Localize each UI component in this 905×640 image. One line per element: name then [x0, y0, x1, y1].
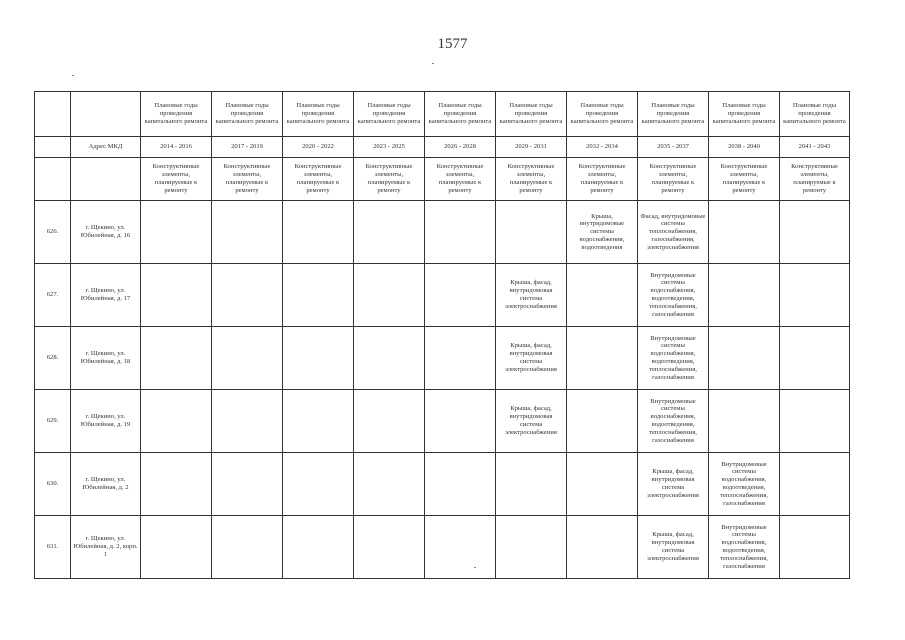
row-period-cell [567, 390, 638, 453]
header-address-cell [71, 158, 141, 201]
header-address-label: Адрес МКД [71, 137, 141, 158]
row-period-cell [212, 390, 283, 453]
row-period-cell: Крыша, внутридомовые системы водоснабжения, водоотведения [567, 201, 638, 264]
row-period-cell [425, 390, 496, 453]
row-period-cell [283, 516, 354, 579]
row-period-cell [212, 327, 283, 390]
row-period-cell: Крыша, фасад, внутридомовая система электроснабжения [496, 264, 567, 327]
row-period-cell [141, 201, 212, 264]
row-period-cell [425, 264, 496, 327]
row-period-cell [425, 327, 496, 390]
header-period: 2017 - 2019 [212, 137, 283, 158]
header-planned-years: Плановые годы проведения капитального ремонта [283, 92, 354, 137]
header-elements: Конструктивные элементы, планируемые к ремонту [709, 158, 780, 201]
header-row-planned-years [35, 92, 850, 137]
page-number: 1577 [437, 36, 468, 52]
row-period-cell [425, 453, 496, 516]
row-period-cell [567, 453, 638, 516]
scan-speck [72, 75, 74, 76]
row-number: 626. [35, 201, 71, 264]
row-number: 628. [35, 327, 71, 390]
row-period-cell [354, 327, 425, 390]
row-period-cell [567, 264, 638, 327]
row-period-cell: Внутридомовые системы водоснабжения, водоотведения, теплоснабжения, газоснабжения [709, 453, 780, 516]
table-row [35, 516, 850, 579]
header-planned-years: Плановые годы проведения капитального ремонта [780, 92, 850, 137]
row-period-cell [780, 453, 850, 516]
header-row-periods [35, 137, 850, 158]
row-address: г. Щекино, ул. Юбилейная, д. 2, корп. 1 [71, 516, 141, 579]
row-period-cell [354, 264, 425, 327]
row-address: г. Щекино, ул. Юбилейная, д. 19 [71, 390, 141, 453]
table-row [35, 327, 850, 390]
row-period-cell: Крыша, фасад, внутридомовая система электроснабжения [638, 453, 709, 516]
header-planned-years: Плановые годы проведения капитального ремонта [567, 92, 638, 137]
row-address: г. Щекино, ул. Юбилейная, д. 17 [71, 264, 141, 327]
row-period-cell: Внутридомовые системы водоснабжения, водоотведения, теплоснабжения, газоснабжения [638, 390, 709, 453]
header-period: 2026 - 2028 [425, 137, 496, 158]
row-period-cell [212, 453, 283, 516]
header-elements: Конструктивные элементы, планируемые к ремонту [780, 158, 850, 201]
row-period-cell [567, 516, 638, 579]
row-period-cell [709, 390, 780, 453]
header-period: 2029 - 2031 [496, 137, 567, 158]
row-address: г. Щекино, ул. Юбилейная, д. 18 [71, 327, 141, 390]
header-period: 2032 - 2034 [567, 137, 638, 158]
row-period-cell [141, 264, 212, 327]
row-period-cell [780, 390, 850, 453]
header-row-elements [35, 158, 850, 201]
row-period-cell [141, 390, 212, 453]
row-period-cell: Внутридомовые системы водоснабжения, водоотведения, теплоснабжения, газоснабжения [638, 327, 709, 390]
row-period-cell [354, 516, 425, 579]
row-period-cell [709, 201, 780, 264]
header-planned-years: Плановые годы проведения капитального ремонта [425, 92, 496, 137]
table-row [35, 201, 850, 264]
table-row [35, 264, 850, 327]
row-period-cell [354, 453, 425, 516]
row-period-cell [283, 201, 354, 264]
table-body [35, 92, 850, 579]
row-period-cell [141, 516, 212, 579]
row-number: 627. [35, 264, 71, 327]
row-period-cell: Крыша, фасад, внутридомовая система электроснабжения [496, 390, 567, 453]
row-address: г. Щекино, ул. Юбилейная, д. 2 [71, 453, 141, 516]
row-period-cell [212, 516, 283, 579]
row-period-cell [780, 327, 850, 390]
row-period-cell [496, 453, 567, 516]
header-address-cell [71, 92, 141, 137]
row-period-cell [354, 390, 425, 453]
row-period-cell: Крыша, фасад, внутридомовая система электроснабжения [638, 516, 709, 579]
row-period-cell [709, 264, 780, 327]
header-period: 2038 - 2040 [709, 137, 780, 158]
row-period-cell [212, 264, 283, 327]
header-number-cell [35, 92, 71, 137]
row-address: г. Щекино, ул. Юбилейная, д. 16 [71, 201, 141, 264]
row-period-cell [283, 327, 354, 390]
row-period-cell [709, 327, 780, 390]
header-period: 2041 - 2043 [780, 137, 850, 158]
row-number: 631. [35, 516, 71, 579]
row-period-cell [780, 516, 850, 579]
row-period-cell [780, 264, 850, 327]
header-elements: Конструктивные элементы, планируемые к ремонту [283, 158, 354, 201]
header-elements: Конструктивные элементы, планируемые к ремонту [638, 158, 709, 201]
row-period-cell: Фасад, внутридомовые системы теплоснабжения, газоснабжения, электроснабжения [638, 201, 709, 264]
header-period: 2014 - 2016 [141, 137, 212, 158]
row-period-cell [354, 201, 425, 264]
row-period-cell [212, 201, 283, 264]
header-elements: Конструктивные элементы, планируемые к ремонту [496, 158, 567, 201]
scan-speck [432, 63, 434, 64]
header-planned-years: Плановые годы проведения капитального ремонта [638, 92, 709, 137]
header-elements: Конструктивные элементы, планируемые к ремонту [354, 158, 425, 201]
header-elements: Конструктивные элементы, планируемые к ремонту [567, 158, 638, 201]
header-period: 2023 - 2025 [354, 137, 425, 158]
row-period-cell [567, 327, 638, 390]
header-elements: Конструктивные элементы, планируемые к ремонту [141, 158, 212, 201]
header-planned-years: Плановые годы проведения капитального ремонта [212, 92, 283, 137]
table-row [35, 453, 850, 516]
capital-repair-table [34, 91, 850, 579]
header-planned-years: Плановые годы проведения капитального ремонта [141, 92, 212, 137]
row-period-cell [283, 453, 354, 516]
row-period-cell [496, 516, 567, 579]
row-period-cell: Крыша, фасад, внутридомовая система электроснабжения [496, 327, 567, 390]
row-number: 629. [35, 390, 71, 453]
row-period-cell [141, 327, 212, 390]
row-period-cell [141, 453, 212, 516]
row-period-cell [780, 201, 850, 264]
row-period-cell [283, 390, 354, 453]
row-number: 630. [35, 453, 71, 516]
header-planned-years: Плановые годы проведения капитального ремонта [496, 92, 567, 137]
header-planned-years: Плановые годы проведения капитального ремонта [354, 92, 425, 137]
table-row [35, 390, 850, 453]
row-period-cell: Внутридомовые системы водоснабжения, водоотведения, теплоснабжения, газоснабжения [638, 264, 709, 327]
header-elements: Конструктивные элементы, планируемые к ремонту [425, 158, 496, 201]
header-number-cell [35, 158, 71, 201]
row-period-cell [425, 201, 496, 264]
row-period-cell: Внутридомовые системы водоснабжения, водоотведения, теплоснабжения, газоснабжения [709, 516, 780, 579]
row-period-cell [425, 516, 496, 579]
row-period-cell [496, 201, 567, 264]
row-period-cell [283, 264, 354, 327]
header-planned-years: Плановые годы проведения капитального ремонта [709, 92, 780, 137]
header-elements: Конструктивные элементы, планируемые к ремонту [212, 158, 283, 201]
header-number-cell [35, 137, 71, 158]
header-period: 2035 - 2037 [638, 137, 709, 158]
header-period: 2020 - 2022 [283, 137, 354, 158]
